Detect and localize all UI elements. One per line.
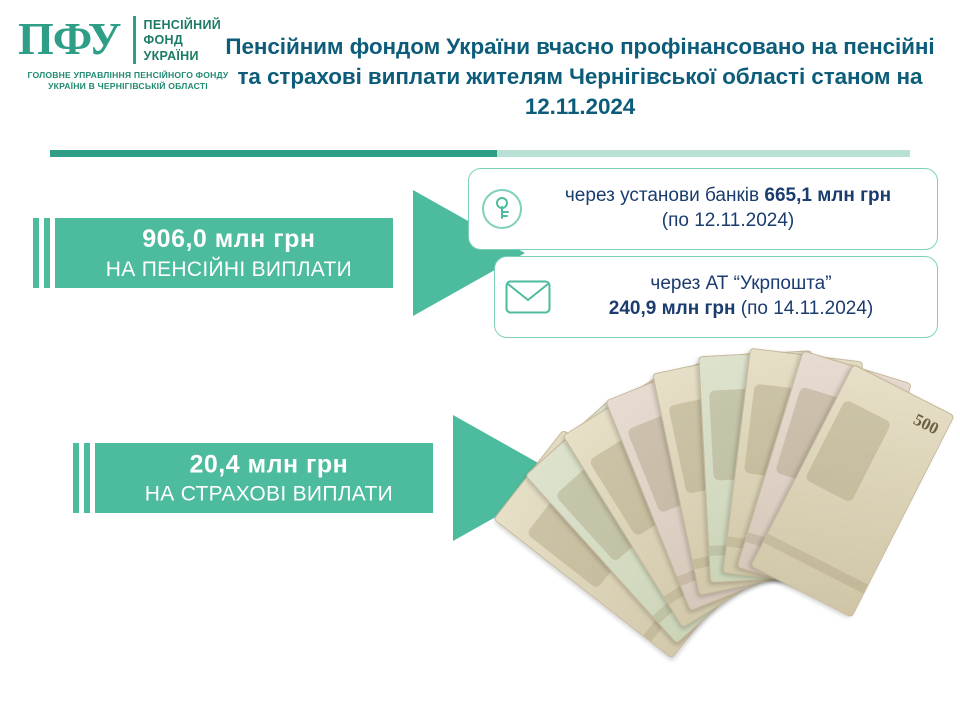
logo-word-1: ПЕНСІЙНИЙ bbox=[143, 18, 222, 32]
logo-wordmark bbox=[133, 16, 222, 64]
page-title: Пенсійним фондом України вчасно профінансовано на пенсійні та страхові виплати жителям Чернігівської області станом на 12.11.2024 bbox=[225, 34, 935, 119]
arrow-tail-bars bbox=[73, 443, 90, 514]
arrow-pension-description: НА ПЕНСІЙНІ ВИПЛАТИ bbox=[105, 257, 352, 281]
arrow-insurance-description: НА СТРАХОВІ ВИПЛАТИ bbox=[144, 482, 393, 506]
callout-ukrposhta-note: (по 14.11.2024) bbox=[740, 298, 874, 319]
money-photo bbox=[640, 335, 950, 635]
organization-logo bbox=[18, 13, 238, 92]
pfu-logo-mark: ПФУ bbox=[18, 13, 121, 64]
divider-segment-dark bbox=[50, 150, 497, 157]
callout-ukrposhta bbox=[494, 256, 938, 338]
arrow-pension-payments bbox=[55, 190, 525, 316]
divider-segment-light bbox=[497, 150, 910, 157]
arrow-pension-label bbox=[83, 224, 374, 282]
arrow-pension-amount: 906,0 млн грн bbox=[142, 224, 316, 253]
logo-word-2: ФОНД bbox=[143, 33, 184, 48]
arrow-shape bbox=[95, 415, 565, 541]
callout-banks-value: 665,1 млн грн bbox=[764, 185, 892, 207]
divider bbox=[50, 150, 910, 157]
arrow-insurance-amount: 20,4 млн грн bbox=[189, 450, 349, 479]
bank-card-icon bbox=[479, 186, 525, 232]
callout-banks-lead: через установи банків bbox=[564, 185, 765, 207]
arrow-insurance-payments bbox=[95, 415, 565, 541]
callout-ukrposhta-text bbox=[559, 272, 923, 321]
envelope-icon bbox=[505, 274, 551, 320]
logo-subtitle: ГОЛОВНЕ УПРАВЛІННЯ ПЕНСІЙНОГО ФОНДУ УКРАЇНИ В ЧЕРНІГІВСЬКІЙ ОБЛАСТІ bbox=[27, 69, 229, 92]
callout-banks-text bbox=[533, 184, 923, 233]
callout-banks bbox=[468, 168, 938, 250]
banknote-denomination: 500 bbox=[910, 409, 942, 439]
arrow-tail-bars bbox=[33, 218, 50, 289]
callout-ukrposhta-value: 240,9 млн грн bbox=[608, 298, 741, 319]
logo-word-3: УКРАЇНИ bbox=[143, 48, 199, 63]
callout-banks-note: (по 12.11.2024) bbox=[661, 210, 795, 231]
arrow-shape bbox=[55, 190, 525, 316]
logo-row bbox=[18, 13, 238, 64]
arrow-insurance-label bbox=[123, 449, 414, 506]
callout-ukrposhta-lead: через АТ “Укрпошта” bbox=[650, 273, 832, 295]
